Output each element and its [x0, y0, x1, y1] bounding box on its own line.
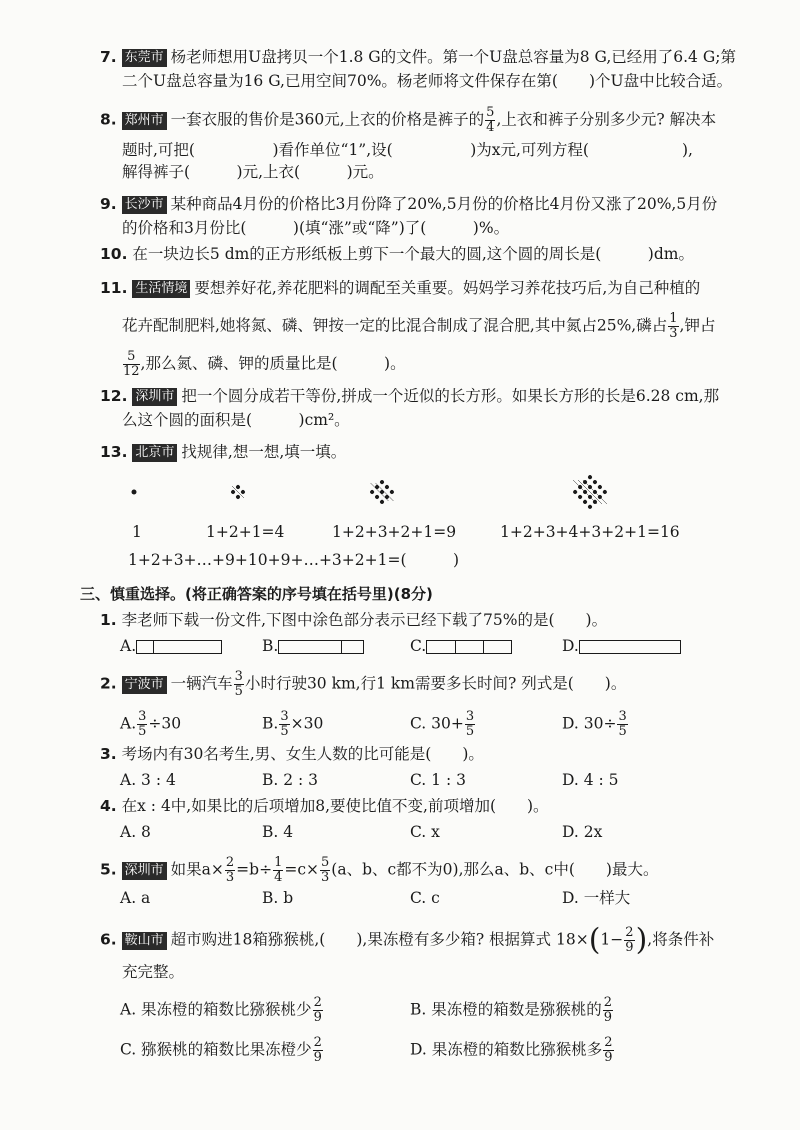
pattern-dot [240, 489, 246, 495]
c2-b-tail: ×30 [290, 714, 324, 733]
c6-a-d: 9 [313, 1010, 322, 1025]
q10-line [100, 244, 694, 264]
q8-city-tag: 郑州市 [122, 112, 167, 130]
c2-d-frac [617, 710, 627, 739]
q11-text2a: 花卉配制肥料,她将氮、磷、钾按一定的比混合制成了混合肥,其中氮占25%,磷占 [122, 316, 668, 335]
c2-c-n: 3 [465, 709, 475, 724]
q11-text2b: ,钾占 [679, 316, 716, 335]
c6-b-d: 9 [603, 1010, 613, 1025]
q13-label-2: 1+2+1=4 [206, 523, 285, 541]
c2-c-frac [465, 710, 475, 739]
q8-fraction [485, 106, 495, 135]
c5-option-a: A. a [120, 889, 151, 907]
q13-label-4: 1+2+3+4+3+2+1=16 [500, 523, 680, 541]
c6-frac [624, 926, 634, 955]
c2-b-d: 5 [280, 724, 289, 739]
q13-text: 找规律,想一想,填一填。 [181, 443, 347, 461]
pattern-dot [597, 484, 603, 490]
c3-option-c: C. 1 : 3 [410, 771, 466, 789]
c1-bar-d [579, 640, 681, 654]
c6-number: 6. [100, 930, 117, 949]
c2-d-d: 5 [618, 724, 627, 739]
c2-option-b [262, 710, 323, 739]
q12-number: 12. [100, 387, 128, 405]
c2-fraction [234, 670, 244, 699]
pattern-1 [132, 490, 137, 495]
q9-line2: 的价格和3月份比( )(填“涨”或“降”)了( )%。 [122, 219, 510, 237]
c6-c-n: 2 [313, 1035, 322, 1050]
c2-b-label: B. [262, 714, 279, 733]
c2-frac-den: 5 [234, 684, 243, 699]
c3-text: 考场内有30名考生,男、女生人数的比可能是( )。 [121, 745, 484, 763]
q12-city-tag: 深圳市 [132, 388, 177, 406]
c2-option-a [120, 710, 181, 739]
c2-a-label: A. [120, 714, 137, 733]
q8-number: 8. [100, 110, 117, 129]
c1-option-a-label: A. [120, 637, 137, 655]
c2-city-tag: 宁波市 [122, 676, 167, 694]
pattern-dot [230, 489, 236, 495]
c2-number: 2. [100, 674, 117, 693]
c1-option-c [410, 636, 512, 656]
c2-b-frac [279, 710, 289, 739]
c2-c-d: 5 [465, 724, 475, 739]
q7-number: 7. [100, 48, 117, 66]
q11-f1-num: 1 [669, 311, 678, 326]
c5-p2: =b÷ [236, 860, 273, 879]
pattern-dot [587, 474, 593, 480]
pattern-dot [384, 494, 390, 500]
q13-dot-patterns [120, 466, 680, 518]
c5-line [100, 856, 658, 885]
q13-number: 13. [100, 443, 128, 461]
c6-c-text: C. 猕猴桃的箱数比果冻橙少 [120, 1040, 312, 1059]
c6-p3: ,将条件补 [647, 930, 715, 949]
c4-number: 4. [100, 797, 117, 815]
c2-post: 小时行驶30 km,行1 km需要多长时间? 列式是( )。 [244, 674, 627, 693]
c5-option-b: B. b [262, 889, 294, 907]
c3-line [100, 744, 484, 764]
pattern-dot [379, 479, 385, 485]
pattern-4 [230, 484, 246, 500]
q11-line2 [122, 312, 715, 341]
q11-text1: 要想养好花,养花肥料的调配至关重要。妈妈学习养花技巧后,为自己种植的 [194, 279, 701, 297]
q12-line2: 么这个圆的面积是( )cm²。 [122, 411, 350, 429]
q11-line3 [122, 350, 406, 379]
q11-f1-den: 3 [669, 326, 678, 341]
c6-option-d [410, 1036, 615, 1065]
q11-fraction-2 [123, 350, 140, 379]
q12-line1 [100, 386, 719, 406]
q11-line1 [100, 278, 700, 298]
pattern-dot [379, 489, 385, 495]
q11-number: 11. [100, 279, 128, 297]
pattern-dot [602, 489, 608, 495]
c5-number: 5. [100, 860, 117, 879]
q7-text1: 杨老师想用U盘拷贝一个1.8 G的文件。第一个U盘总容量为8 G,已经用了6.4 G;第 [170, 48, 736, 66]
c6-d-n: 2 [604, 1035, 613, 1050]
q7-line2: 二个U盘总容量为16 G,已用空间70%。杨老师将文件保存在第( )个U盘中比较合适。 [122, 72, 733, 90]
c1-bar-a [136, 640, 222, 654]
c1-option-a [120, 636, 222, 656]
c5-f3n: 5 [321, 855, 330, 870]
c6-left-paren: ( [588, 922, 601, 958]
c4-option-d: D. 2x [562, 823, 603, 841]
c6-option-b [410, 996, 614, 1025]
pattern-dot [235, 494, 241, 500]
pattern-9 [369, 479, 394, 504]
c6-b-n: 2 [603, 995, 613, 1010]
c4-option-a: A. 8 [120, 823, 151, 841]
c2-option-d [562, 710, 629, 739]
c6-c-frac [313, 1036, 323, 1065]
c6-line2: 充完整。 [122, 963, 185, 981]
c3-option-b: B. 2 : 3 [262, 771, 319, 789]
c5-frac-1 [225, 856, 235, 885]
pattern-dot [582, 499, 588, 505]
c6-right-paren: ) [635, 922, 648, 958]
c5-f1n: 2 [225, 855, 235, 870]
q11-fraction-1 [668, 312, 678, 341]
q11-f2-num: 5 [123, 350, 140, 365]
c5-option-c: C. c [410, 889, 440, 907]
q13-city-tag: 北京市 [132, 444, 177, 462]
pattern-dot [592, 479, 598, 485]
c2-option-c [410, 710, 476, 739]
c2-a-tail: ÷30 [148, 714, 182, 733]
q10-text: 在一块边长5 dm的正方形纸板上剪下一个最大的圆,这个圆的周长是( )dm。 [132, 245, 694, 263]
q13-label-1: 1 [132, 523, 142, 541]
c3-option-d: D. 4 : 5 [562, 771, 619, 789]
c2-line [100, 670, 626, 699]
c5-p3: =c× [284, 860, 319, 879]
pattern-dot [587, 504, 593, 510]
q8-line2: 题时,可把( )看作单位“1”,设( )为x元,可列方程( ), [122, 141, 693, 159]
c6-d-frac [603, 1036, 613, 1065]
c5-p4: (a、b、c都不为0),那么a、b、c中( )最大。 [331, 860, 659, 879]
c6-city-tag: 鞍山市 [122, 932, 167, 950]
q11-text3: ,那么氮、磷、钾的质量比是( )。 [140, 354, 406, 373]
c6-option-c [120, 1036, 324, 1065]
pattern-dot [384, 484, 390, 490]
section3-title: 三、慎重选择。(将正确答案的序号填在括号里)(8分) [80, 585, 433, 603]
c2-d-n: 3 [618, 709, 627, 724]
q8-text1a: 一套衣服的售价是360元,上衣的价格是裤子的 [170, 110, 485, 129]
c6-line1 [100, 922, 715, 958]
q8-line1 [100, 106, 716, 135]
c1-number: 1. [100, 611, 117, 629]
q10-number: 10. [100, 245, 128, 263]
c6-d-text: D. 果冻橙的箱数比猕猴桃多 [410, 1040, 603, 1059]
q8-text1b: ,上衣和裤子分别多少元? 解决本 [496, 110, 717, 129]
pattern-dot [374, 484, 380, 490]
q13-label-3: 1+2+3+2+1=9 [332, 523, 457, 541]
pattern-dot [577, 494, 583, 500]
c5-option-d: D. 一样大 [562, 889, 631, 907]
c1-option-b-label: B. [262, 637, 279, 655]
c5-f2d: 4 [274, 870, 283, 885]
c6-a-text: A. 果冻橙的箱数比猕猴桃少 [120, 1000, 312, 1019]
c1-option-b [262, 636, 364, 656]
pattern-dot [374, 494, 380, 500]
c5-frac-3 [320, 856, 330, 885]
q8-frac-num: 5 [486, 105, 495, 120]
c1-option-d [562, 636, 681, 656]
q9-text1: 某种商品4月份的价格比3月份降了20%,5月份的价格比4月份又涨了20%,5月份 [170, 195, 718, 213]
q12-text1: 把一个圆分成若干等份,拼成一个近似的长方形。如果长方形的长是6.28 cm,那 [181, 387, 720, 405]
q7-line1 [100, 47, 736, 67]
c3-option-a: A. 3 : 4 [120, 771, 176, 789]
c2-a-d: 5 [138, 724, 147, 739]
c3-number: 3. [100, 745, 117, 763]
pattern-dot [379, 499, 385, 505]
q9-city-tag: 长沙市 [122, 196, 167, 214]
c6-a-n: 2 [313, 995, 322, 1010]
c1-option-d-label: D. [562, 637, 579, 655]
c5-f2n: 1 [274, 855, 283, 870]
c6-a-frac [313, 996, 323, 1025]
pattern-dot [369, 489, 375, 495]
c4-text: 在x : 4中,如果比的后项增加8,要使比值不变,前项增加( )。 [121, 797, 549, 815]
c2-a-frac [137, 710, 147, 739]
c6-c-d: 9 [313, 1050, 322, 1065]
c6-p1: 超市购进18箱猕猴桃,( ),果冻橙有多少箱? 根据算式 18× [170, 930, 589, 949]
c1-text: 李老师下载一份文件,下图中涂色部分表示已经下载了75%的是( )。 [121, 611, 608, 629]
c2-frac-num: 3 [234, 669, 243, 684]
c5-f3d: 3 [321, 870, 330, 885]
c6-fn: 2 [625, 925, 634, 940]
c1-line [100, 610, 607, 630]
q8-line3: 解得裤子( )元,上衣( )元。 [122, 163, 384, 181]
q9-number: 9. [100, 195, 117, 213]
c2-a-n: 3 [138, 709, 147, 724]
c2-d-label: D. 30÷ [562, 714, 617, 733]
q11-context-tag: 生活情境 [132, 280, 190, 298]
pattern-dot [389, 489, 395, 495]
c2-b-n: 3 [280, 709, 289, 724]
c5-p1: 如果a× [170, 860, 224, 879]
q9-line1 [100, 194, 717, 214]
c6-p2: 1− [600, 930, 624, 949]
pattern-slash [578, 480, 602, 504]
pattern-dot [572, 489, 578, 495]
c4-option-c: C. x [410, 823, 440, 841]
c5-f1d: 3 [225, 870, 235, 885]
c6-option-a [120, 996, 324, 1025]
q8-frac-den: 4 [486, 120, 495, 135]
q13-line1 [100, 442, 346, 462]
c4-line [100, 796, 549, 816]
c2-pre: 一辆汽车 [170, 674, 233, 693]
c5-city-tag: 深圳市 [122, 862, 167, 880]
c1-option-c-label: C. [410, 637, 427, 655]
q7-city-tag: 东莞市 [122, 49, 167, 67]
c6-b-frac [603, 996, 613, 1025]
pattern-dot [235, 484, 241, 490]
c5-frac-2 [273, 856, 283, 885]
q11-f2-den: 12 [123, 364, 140, 379]
c1-bar-b [278, 640, 364, 654]
c2-c-label: C. 30+ [410, 714, 464, 733]
c6-fd: 9 [625, 940, 634, 955]
c4-option-b: B. 4 [262, 823, 294, 841]
c1-bar-c [426, 640, 512, 654]
q13-last: 1+2+3+…+9+10+9+…+3+2+1=( ) [128, 551, 460, 569]
pattern-16 [572, 474, 607, 509]
c6-b-text: B. 果冻橙的箱数是猕猴桃的 [410, 1000, 602, 1019]
c6-d-d: 9 [604, 1050, 613, 1065]
